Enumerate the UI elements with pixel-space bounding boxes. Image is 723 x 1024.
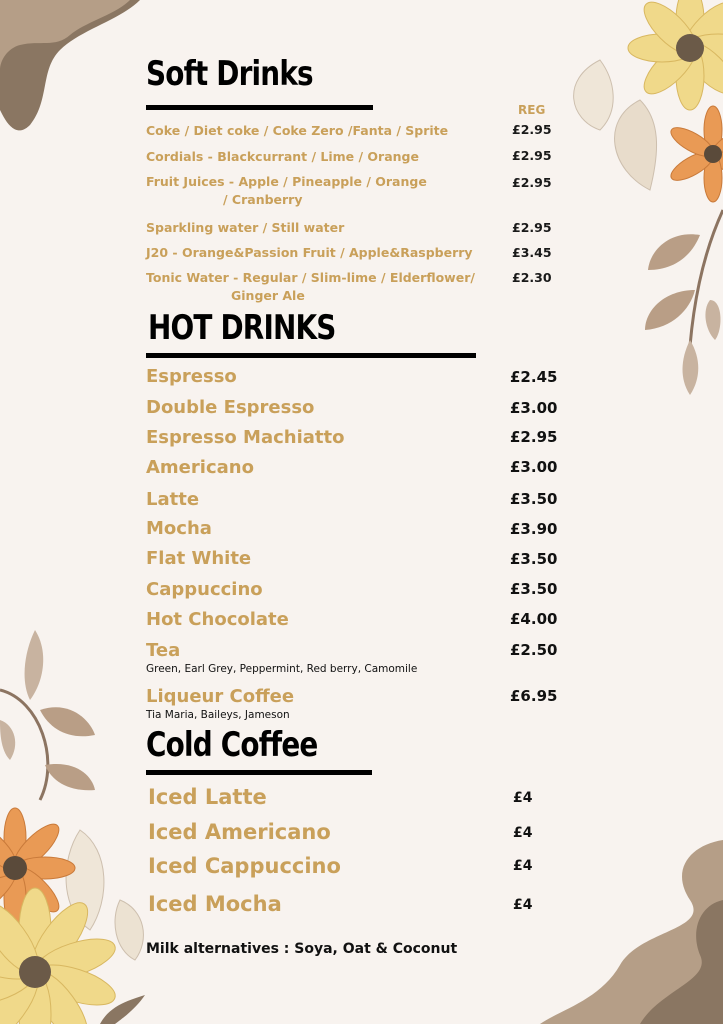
soft-drink-item: J20 - Orange&Passion Fruit / Apple&Raspberry bbox=[146, 245, 473, 260]
hot-drink-item: Cappuccino bbox=[146, 579, 263, 600]
cold-coffee-price: £4 bbox=[513, 790, 533, 806]
hot-drink-note: Green, Earl Grey, Peppermint, Red berry, Camomile bbox=[146, 663, 418, 675]
hot-drink-price: £2.45 bbox=[510, 368, 558, 386]
hot-drink-item: Espresso Machiatto bbox=[146, 427, 345, 448]
hot-drink-price: £6.95 bbox=[510, 687, 558, 705]
cold-coffee-item: Iced Mocha bbox=[148, 892, 282, 916]
soft-drink-price: £2.95 bbox=[512, 220, 552, 235]
soft-drink-price: £2.95 bbox=[512, 122, 552, 137]
soft-drink-item: Tonic Water - Regular / Slim-lime / Elderflower/ bbox=[146, 270, 475, 285]
cold-coffee-price: £4 bbox=[513, 825, 533, 841]
cold-coffee-item: Iced Cappuccino bbox=[148, 854, 341, 878]
hot-drink-price: £3.50 bbox=[510, 580, 558, 598]
hot-drink-item: Hot Chocolate bbox=[146, 609, 289, 630]
hot-drink-price: £2.95 bbox=[510, 428, 558, 446]
price-column-label: REG bbox=[518, 103, 546, 117]
soft-drinks-heading: Soft Drinks bbox=[146, 54, 313, 94]
hot-drink-price: £3.00 bbox=[510, 458, 558, 476]
soft-drink-item: Sparkling water / Still water bbox=[146, 220, 345, 235]
hot-drink-price: £3.50 bbox=[510, 490, 558, 508]
hot-drink-price: £3.90 bbox=[510, 520, 558, 538]
soft-drink-item-continuation: Ginger Ale bbox=[231, 288, 305, 303]
hot-drinks-heading: HOT DRINKS bbox=[148, 308, 336, 348]
cold-coffee-item: Iced Latte bbox=[148, 785, 267, 809]
soft-drink-price: £2.95 bbox=[512, 175, 552, 190]
cold-coffee-heading: Cold Coffee bbox=[146, 725, 318, 765]
cold-coffee-price: £4 bbox=[513, 858, 533, 874]
hot-drink-price: £4.00 bbox=[510, 610, 558, 628]
soft-drink-item: Fruit Juices - Apple / Pineapple / Orange bbox=[146, 174, 427, 189]
soft-drink-item-continuation: / Cranberry bbox=[223, 192, 303, 207]
cold-coffee-item: Iced Americano bbox=[148, 820, 331, 844]
hot-drink-item: Tea bbox=[146, 640, 181, 661]
hot-drink-item: Mocha bbox=[146, 518, 212, 539]
soft-drink-price: £2.30 bbox=[512, 270, 552, 285]
hot-drink-note: Tia Maria, Baileys, Jameson bbox=[146, 709, 290, 721]
hot-drink-item: Latte bbox=[146, 489, 200, 510]
divider bbox=[146, 105, 373, 110]
cold-coffee-price: £4 bbox=[513, 897, 533, 913]
milk-alternatives-note: Milk alternatives : Soya, Oat & Coconut bbox=[146, 941, 458, 957]
hot-drink-price: £3.50 bbox=[510, 550, 558, 568]
divider bbox=[146, 770, 372, 775]
soft-drink-price: £3.45 bbox=[512, 245, 552, 260]
hot-drink-price: £2.50 bbox=[510, 641, 558, 659]
hot-drink-item: Liqueur Coffee bbox=[146, 686, 295, 707]
soft-drink-price: £2.95 bbox=[512, 148, 552, 163]
hot-drink-item: Espresso bbox=[146, 366, 237, 387]
hot-drink-item: Double Espresso bbox=[146, 397, 315, 418]
hot-drink-item: Flat White bbox=[146, 548, 252, 569]
hot-drink-price: £3.00 bbox=[510, 399, 558, 417]
soft-drink-item: Coke / Diet coke / Coke Zero /Fanta / Sprite bbox=[146, 123, 449, 138]
hot-drink-item: Americano bbox=[146, 457, 254, 478]
soft-drink-item: Cordials - Blackcurrant / Lime / Orange bbox=[146, 149, 419, 164]
divider bbox=[146, 353, 476, 358]
